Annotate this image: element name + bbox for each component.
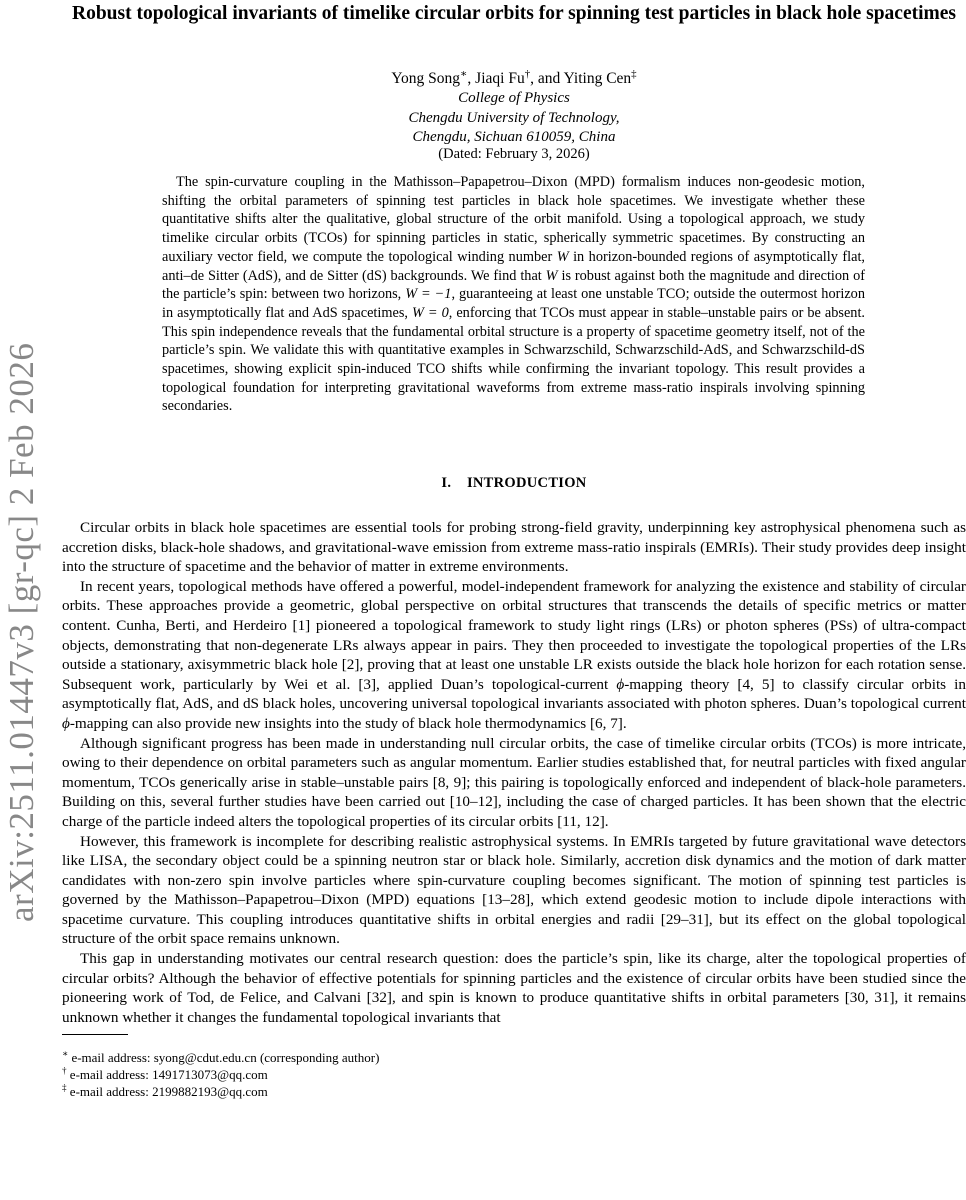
affiliation-line: Chengdu University of Technology, <box>408 109 620 126</box>
section-heading <box>62 474 966 492</box>
abstract-text: , guaranteeing at least one unstable TCO; outside the outermost horizon in asymptotically flat and AdS spacetimes, <box>162 286 865 321</box>
paragraph: This gap in understanding motivates our central research question: does the particle’s spin, like its charge, alter the topological properties of circular orbits? Although the behavior of effective potentials for spinning particles and the existence of circular orbits have been studied since the pioneering work of Tod, de Felice, and Calvani [32], and spin is known to produce quantitative shifts in orbital parameters [30, 31], it remains unknown whether it changes the fundamental topological invariants that <box>62 950 966 1026</box>
footnote-mark: † <box>62 1065 67 1076</box>
section-title: INTRODUCTION <box>466 475 587 491</box>
paragraph-text: -mapping can also provide new insights into the study of black hole thermodynamics [6, 7]. <box>69 714 627 732</box>
footnote-rule <box>62 1034 128 1035</box>
math-symbol: W <box>545 267 558 284</box>
footnotes <box>62 1049 966 1100</box>
footnote-text: e-mail address: 2199882193@qq.com <box>66 1084 268 1099</box>
author-name: Jiaqi Fu <box>475 70 525 87</box>
affiliation-line: Chengdu, Sichuan 610059, China <box>412 129 616 145</box>
abstract-text: , enforcing that TCOs must appear in stable–unstable pairs or be absent. This spin independence reveals that the fundamental orbital structure is a property of spacetime geometry itself, not of the particle’s spin. We validate this with quantitative examples in Schwarzschild, Schwarzschild-AdS, and Schwarzschild-dS spacetimes, showing explicit spin-induced TCO shifts while confirming the invariant topology. This result provides a topological foundation for interpreting gravitational waveforms from extreme mass-ratio inspirals involving spinning secondaries. <box>162 304 865 415</box>
paper-title: Robust topological invariants of timelike circular orbits for spinning test particles in black hole spacetimes <box>72 3 956 24</box>
author-separator: , <box>467 70 476 87</box>
paragraph: Circular orbits in black hole spacetimes are essential tools for probing strong-field gravity, underpinning key astrophysical phenomena such as accretion disks, black-hole shadows, and gravitational-wave emission from extreme mass-ratio inspirals (EMRIs). Their study provides deep insight into the structure of spacetime and the behavior of matter in extreme environments. <box>62 519 966 576</box>
footnote <box>62 1049 966 1066</box>
footnote-mark: ‡ <box>631 67 637 80</box>
paragraph <box>62 577 966 734</box>
footnote-text: e-mail address: 1491713073@qq.com <box>66 1067 268 1082</box>
affiliation <box>62 89 966 148</box>
paragraph-text: In recent years, topological methods have offered a powerful, model-independent framework for analyzing the existence and stability of circular orbits. These approaches provide a geometric, global perspective on orbital structures that transcends the details of specific metrics or matter content. Cunha, Berti, and Herdeiro [1] pioneered a topological framework to study light rings (LRs) or photon spheres (PSs) of ultra-compact objects, demonstrating that non-degenerate LRs always appear in pairs. They then proceeded to investigate the topological properties of the LRs outside a stationary, axisymmetric black hole [2], proving that at least one unstable LR exists outside the black hole horizon for each rotation sense. Subsequent work, particularly by Wei et al. [3], applied Duan’s topological-current <box>62 577 966 693</box>
math-symbol: ϕ <box>616 675 625 693</box>
section-number: I. <box>441 475 452 491</box>
math-symbol: ϕ <box>62 714 70 732</box>
author-separator: , and <box>530 70 564 87</box>
abstract-text: in horizon-bounded regions of asymptotically flat, anti–de Sitter (AdS), and de Sitter (dS) backgrounds. We find that <box>162 248 865 284</box>
abstract <box>162 173 865 416</box>
footnote-mark: ∗ <box>62 1048 69 1059</box>
footnote <box>62 1066 966 1083</box>
affiliation-line: College of Physics <box>458 90 570 106</box>
paragraph: Although significant progress has been made in understanding null circular orbits, the case of timelike circular orbits (TCOs) is more intricate, owing to their dependence on orbital parameters such as angular momentum. Earlier studies established that, for neutral particles with fixed angular momentum, TCOs generically arise in stable–unstable pairs [8, 9]; this pairing is topologically enforced and independent of black-hole parameters. Building on this, several further studies have been carried out [10–12], including the case of charged particles. It has been shown that the electric charge of the particle indeed alters the topological properties of its circular orbits [11, 12]. <box>62 734 966 830</box>
math-symbol: W <box>556 248 569 265</box>
paragraph-text: -mapping theory [4, 5] to classify circular orbits in asymptotically flat, AdS, and dS black holes, uncovering universal topological invariants associated with photon spheres. Duan’s topological current <box>62 675 966 713</box>
arxiv-identifier: arXiv:2511.01447v3 [gr-qc] 2 Feb 2026 <box>2 342 41 922</box>
footnote-mark: ∗ <box>460 67 468 80</box>
paragraph: However, this framework is incomplete for describing realistic astrophysical systems. In EMRIs targeted by future gravitational wave detectors like LISA, the secondary object could be a spinning neutron star or black hole. Similarly, accretion disk dynamics and the motion of dark matter candidates with non-zero spin involve particles where spin-curvature coupling becomes significant. The motion of spinning test particles is governed by the Mathisson–Papapetrou–Dixon (MPD) equations [13–28], which extend geodesic motion to include dipole interactions with spacetime curvature. This coupling introduces quantitative shifts in orbital energies and radii [29–31], but its effect on the global topological structure of the orbit space remains unknown. <box>62 832 966 948</box>
footnote-text: e-mail address: syong@cdut.edu.cn (corresponding author) <box>68 1050 380 1065</box>
author-list <box>62 67 966 88</box>
abstract-text: is robust against both the magnitude and direction of the particle’s spin: between two horizons, <box>162 267 865 303</box>
author-name: Yiting Cen <box>563 70 632 87</box>
date-line: (Dated: February 3, 2026) <box>438 146 590 162</box>
footnote <box>62 1083 966 1100</box>
footnote-mark: ‡ <box>62 1082 67 1093</box>
math-equation: W = −1 <box>405 286 452 303</box>
body-text <box>62 518 966 1027</box>
footnote-mark: † <box>524 67 531 80</box>
math-equation: W = 0 <box>412 304 449 321</box>
author-name: Yong Song <box>391 70 461 87</box>
abstract-text: The spin-curvature coupling in the Mathisson–Papapetrou–Dixon (MPD) formalism induces non-geodesic motion, shifting the orbital parameters of spinning test particles in black hole spacetimes. We investigate whether these quantitative shifts alter the qualitative, global structure of the orbit manifold. Using a topological approach, we study timelike circular orbits (TCOs) for spinning particles in static, spherically symmetric spacetimes. By constructing an auxiliary vector field, we compute the topological winding number <box>162 174 865 265</box>
